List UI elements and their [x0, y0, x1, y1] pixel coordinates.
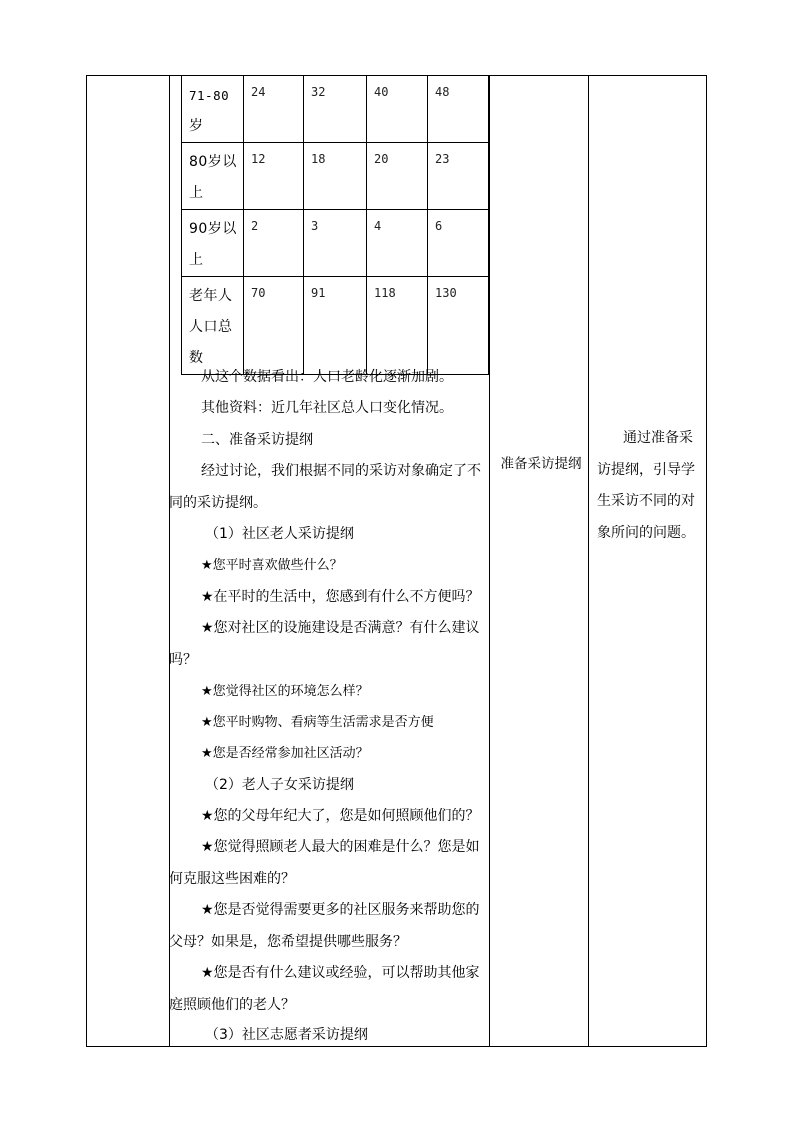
elderly-population-table	[181, 75, 489, 375]
table-cell: 130	[428, 277, 489, 375]
question-item: ★您平时喜欢做些什么？	[201, 558, 343, 573]
table-cell: 12	[244, 143, 304, 210]
question-item: ★您觉得社区的环境怎么样？	[201, 684, 369, 699]
table-row	[182, 277, 489, 375]
row-label: 80岁以 上	[182, 143, 244, 210]
row-label: 71-80 岁	[182, 76, 244, 143]
table-cell: 4	[367, 210, 428, 277]
table-cell: 32	[304, 76, 367, 143]
column-divider	[489, 76, 490, 1046]
table-cell: 23	[428, 143, 489, 210]
question-item: ★您平时购物、看病等生活需求是否方便	[201, 715, 434, 730]
row-label: 90岁以 上	[182, 210, 244, 277]
question-item: ★您是否觉得需要更多的社区服务来帮助您的父母？如果是，您希望提供哪些服务？	[169, 902, 480, 950]
question-item: ★您对社区的设施建设是否满意？有什么建议吗？	[169, 620, 480, 668]
conclusion-text: 从这个数据看出：人口老龄化逐渐加剧。	[201, 369, 453, 385]
table-cell: 91	[304, 277, 367, 375]
outline1-title: （1）社区老人采访提纲	[205, 526, 354, 542]
table-cell: 20	[367, 143, 428, 210]
intro-paragraph: 经过讨论，我们根据不同的采访对象确定了不同的采访提纲。	[169, 463, 481, 511]
table-cell: 48	[428, 76, 489, 143]
row-label: 老年人 人口总 数	[182, 277, 244, 375]
outline2-title: （2）老人子女采访提纲	[205, 777, 354, 793]
table-cell: 18	[304, 143, 367, 210]
table-cell: 24	[244, 76, 304, 143]
table-cell: 118	[367, 277, 428, 375]
question-item: ★在平时的生活中，您感到有什么不方便吗？	[201, 589, 480, 605]
column-divider	[588, 76, 589, 1046]
table-cell: 40	[367, 76, 428, 143]
table-row	[182, 210, 489, 277]
table-row	[182, 143, 489, 210]
table-cell: 6	[428, 210, 489, 277]
design-intent: 通过准备采访提纲，引导学生采访不同的对象所问的问题。	[597, 430, 695, 541]
question-item: ★您的父母年纪大了，您是如何照顾他们的？	[201, 808, 480, 824]
table-row	[182, 76, 489, 143]
activity-cell: 准备采访提纲	[500, 456, 582, 472]
question-item: ★您觉得照顾老人最大的困难是什么？您是如何克服这些困难的？	[169, 839, 480, 887]
question-item: ★您是否经常参加社区活动？	[201, 746, 369, 761]
table-cell: 70	[244, 277, 304, 375]
section-heading: 二、准备采访提纲	[201, 432, 313, 448]
other-info-text: 其他资料：近几年社区总人口变化情况。	[201, 400, 453, 416]
table-cell: 3	[304, 210, 367, 277]
table-cell: 2	[244, 210, 304, 277]
outline3-title: （3）社区志愿者采访提纲	[205, 1027, 368, 1043]
question-item: ★您是否有什么建议或经验，可以帮助其他家庭照顾他们的老人？	[169, 965, 480, 1013]
